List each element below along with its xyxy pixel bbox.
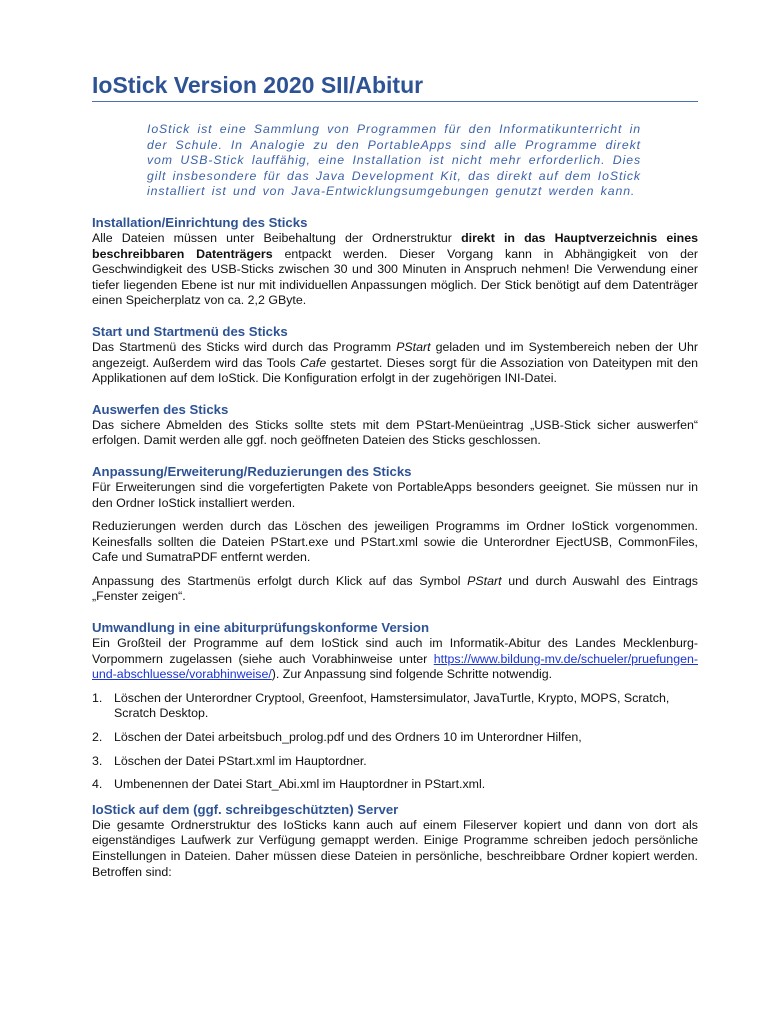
start-paragraph: Das Startmenü des Sticks wird durch das Programm PStart geladen und im Systembereich neben der Uhr angezeigt. Außerdem wird das Tools Cafe gestartet. Dieses sorgt für die Assoziation von Dateitypen mit den Applikationen auf dem IoStick. Die Konfiguration erfolgt in der zugehörigen INI-Datei. [92, 339, 698, 386]
heading-customization: Anpassung/Erweiterung/Reduzierungen des Sticks [92, 463, 412, 479]
heading-server: IoStick auf dem (ggf. schreibgeschützten) Server [92, 801, 399, 817]
list-item: 1. Löschen der Unterordner Cryptool, Greenfoot, Hamstersimulator, JavaTurtle, Krypto, MOPS, Scratch, Scratch Desktop. [92, 690, 670, 721]
list-item: 2. Löschen der Datei arbeitsbuch_prolog.pdf und des Ordners 10 im Unterordner Hilfen, [92, 730, 582, 745]
heading-abitur: Umwandlung in eine abiturprüfungskonforme Version [92, 620, 430, 636]
customization-paragraph-2: Reduzierungen werden durch das Löschen des jeweiligen Programms im Ordner IoStick vorgenommen. Keinesfalls sollten die Dateien PStart.exe und PStart.xml sowie die Unterordner EjectUSB, CommonFiles, Cafe und SumatraPDF entfernt werden. [92, 519, 698, 565]
server-paragraph: Die gesamte Ordnerstruktur des IoSticks kann auch auf einem Fileserver kopiert und dann von dort als eigenständiges Laufwerk zur Verfügung gemappt werden. Einige Programme schreiben jedoch persönliche Einstellungen in Dateien. Daher müssen diese Dateien in persönliche, beschreibbare Ordner kopiert werden. Betroffen sind: [92, 817, 698, 879]
document-title: IoStick Version 2020 SII/Abitur [92, 70, 698, 102]
customization-paragraph-1: Für Erweiterungen sind die vorgefertigten Pakete von PortableApps besonders geeignet. Sie müssen nur in den Ordner IoStick installiert werden. [92, 479, 698, 510]
list-item: 4. Umbenennen der Datei Start_Abi.xml im Hauptordner in PStart.xml. [92, 777, 486, 792]
list-item: 3. Löschen der Datei PStart.xml im Hauptordner. [92, 753, 367, 768]
customization-paragraph-3: Anpassung des Startmenüs erfolgt durch Klick auf das Symbol PStart und durch Auswahl des Eintrags „Fenster zeigen“. [92, 573, 698, 604]
heading-eject: Auswerfen des Sticks [92, 401, 229, 417]
installation-paragraph: Alle Dateien müssen unter Beibehaltung der Ordnerstruktur direkt in das Hauptverzeichnis eines beschreibbaren Datenträgers entpackt werden. Dieser Vorgang kann in Abhängigkeit von der Geschwindigkeit des USB-Sticks zwischen 30 und 300 Minuten in Anspruch nehmen! Die Verwendung einer tiefer liegenden Ebene ist nur mit individuellen Anpassungen möglich. Der Stick benötigt auf dem Datenträger einen Speicherplatz von ca. 2,2 GByte. [92, 230, 699, 308]
vorabhinweise-link[interactable]: https://www.bildung-mv.de/schueler/pruefungen-und-abschluesse/vorabhinweise/ [92, 651, 698, 682]
document-page [92, 70, 698, 880]
abitur-paragraph: Ein Großteil der Programme auf dem IoStick sind auch im Informatik-Abitur des Landes Mecklenburg-Vorpommern zugelassen (siehe auch Vorabhinweise unter https://www.bildung-mv.de/schueler/pruefungen-und-abschluesse/vorabhinweise/). Zur Anpassung sind folgende Schritte notwendig. [92, 636, 698, 682]
abitur-steps-list [92, 691, 698, 793]
intro-paragraph: IoStick ist eine Sammlung von Programmen für den Informatikunterricht in der Schule. In Analogie zu den PortableApps sind alle Programme direkt vom USB-Stick lauffähig, eine Installation ist nicht mehr erforderlich. Dies gilt insbesondere für das Java Development Kit, das direkt auf dem IoStick installiert ist und von Java-Entwicklungsumgebungen genutzt werden kann. [147, 122, 641, 199]
heading-installation: Installation/Einrichtung des Sticks [92, 214, 308, 230]
heading-start: Start und Startmenü des Sticks [92, 323, 288, 339]
eject-paragraph: Das sichere Abmelden des Sticks sollte stets mit dem PStart-Menüeintrag „USB-Stick sicher auswerfen“ erfolgen. Damit werden alle ggf. noch geöffneten Dateien des Sticks geschlossen. [92, 417, 698, 448]
